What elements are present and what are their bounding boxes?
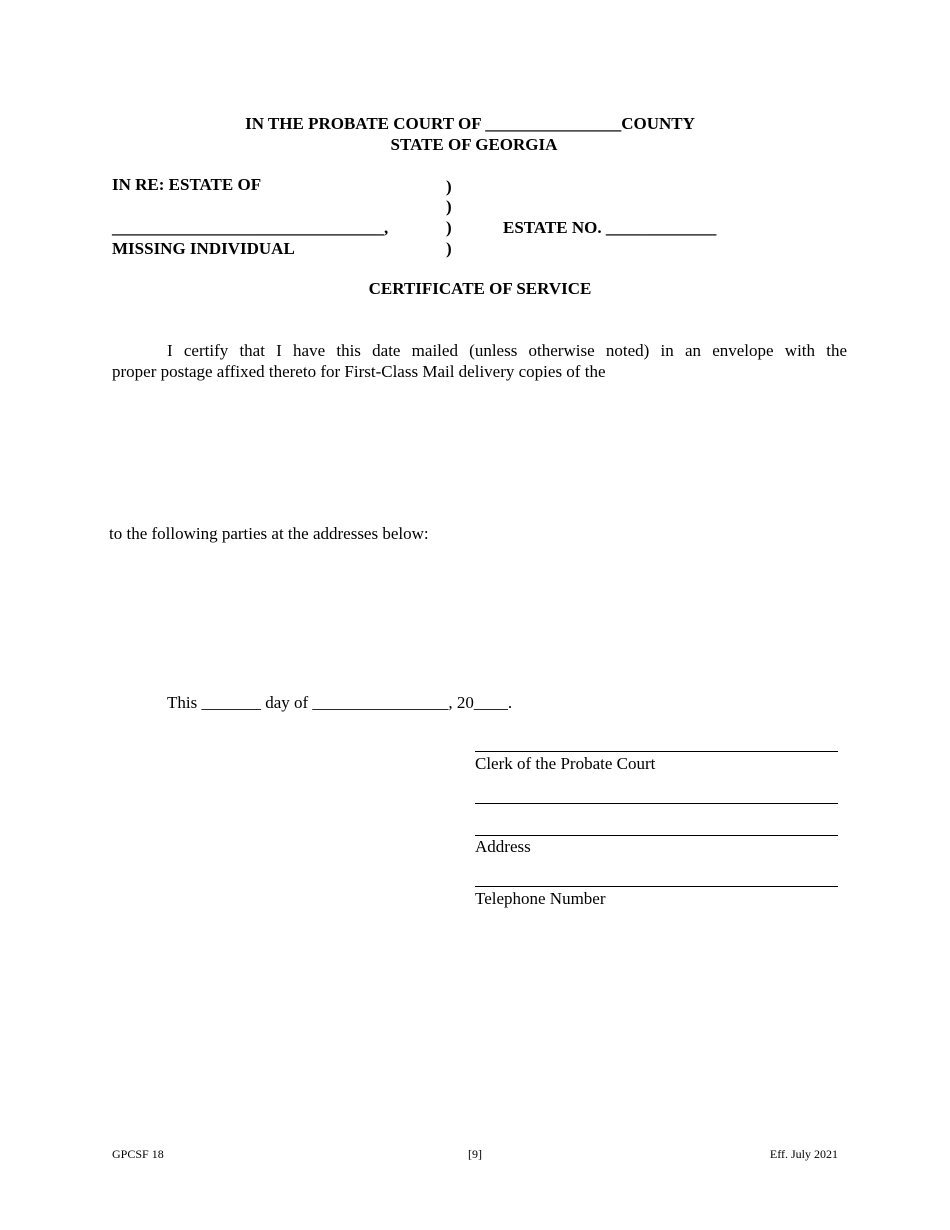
missing-individual-label: MISSING INDIVIDUAL [112, 239, 295, 258]
clerk-signature-line [475, 751, 838, 752]
telephone-label: Telephone Number [475, 889, 606, 908]
court-heading: IN THE PROBATE COURT OF ________________COUNTY [245, 114, 695, 133]
caption-paren: ) [446, 177, 452, 196]
certification-line-2: proper postage affixed thereto for First-Class Mail delivery copies of the [112, 362, 606, 381]
in-re-label: IN RE: ESTATE OF [112, 175, 262, 194]
address-line-1 [475, 803, 838, 804]
certification-paragraph [112, 340, 847, 382]
caption-paren: ) [446, 218, 452, 237]
caption-paren: ) [446, 239, 452, 258]
clerk-label: Clerk of the Probate Court [475, 754, 656, 773]
estate-number-field: ESTATE NO. _____________ [503, 218, 717, 237]
form-id: GPCSF 18 [112, 1147, 164, 1161]
address-label: Address [475, 837, 531, 856]
estate-name-blank: ________________________________, [112, 218, 389, 237]
effective-date: Eff. July 2021 [769, 1147, 838, 1161]
state-heading: STATE OF GEORGIA [390, 135, 558, 154]
parties-intro: to the following parties at the addresses below: [109, 524, 429, 543]
date-line: This _______ day of ________________, 20____. [167, 693, 513, 712]
document-title: CERTIFICATE OF SERVICE [368, 279, 592, 298]
telephone-line [475, 886, 838, 887]
caption-paren: ) [446, 197, 452, 216]
certification-line-1: I certify that I have this date mailed (unless otherwise noted) in an envelope with the [167, 341, 847, 360]
page-number: [9] [468, 1147, 482, 1161]
